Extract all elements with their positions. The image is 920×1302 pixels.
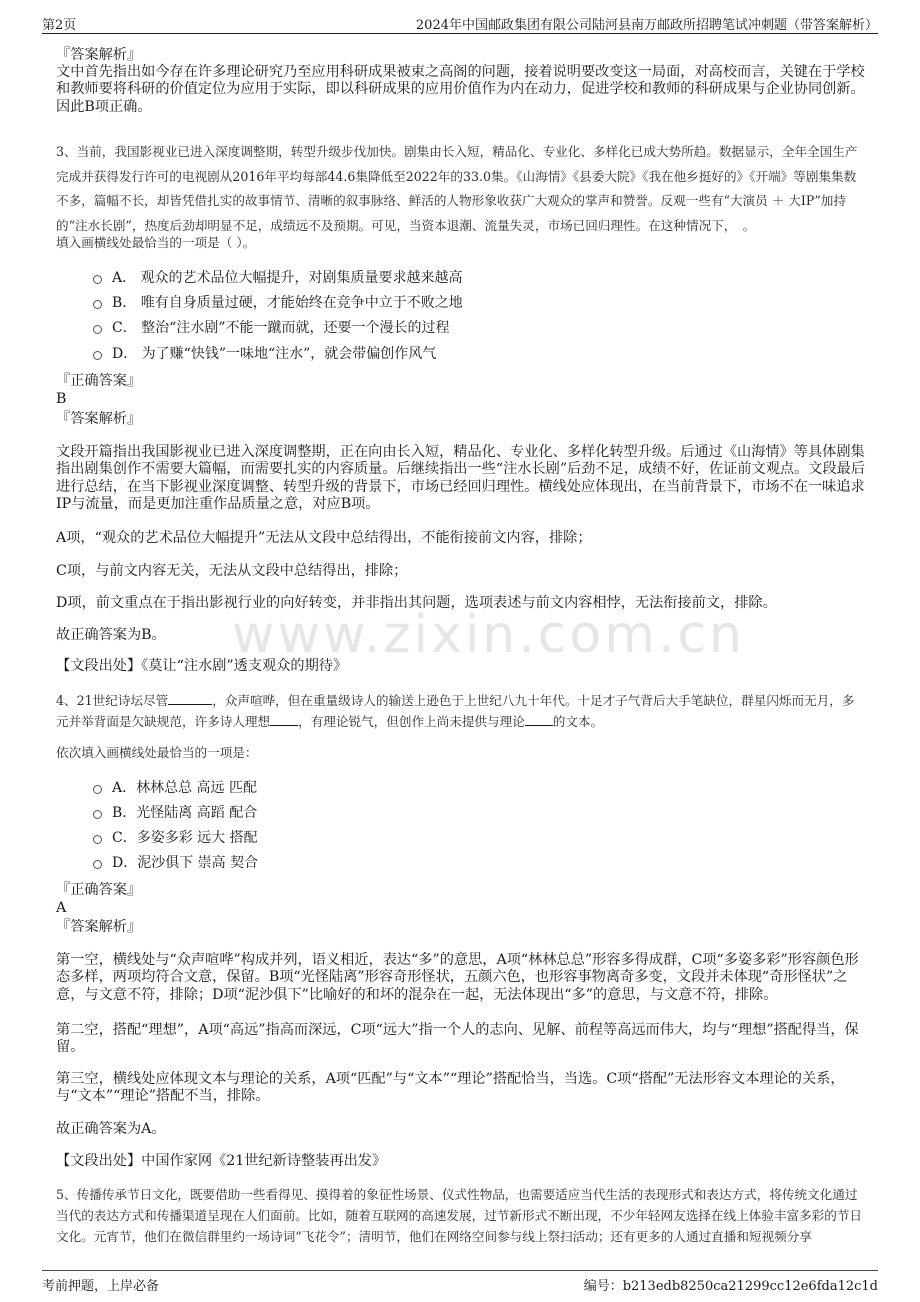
q4-analysis-blank-2: 第二空，搭配“理想”，A项“高远”指高而深远，C项“远大”指一个人的志向、见解、前程等高远而伟大，均与“理想”搭配得当，保留。 xyxy=(56,1022,859,1056)
q3-stem: 3、当前，我国影视业已进入深度调整期，转型升级步伐加快。剧集由长入短，精品化、专业化、多样化已成大势所趋。数据显示，全年全国生产完成并获得发行许可的电视剧从2016年平均每部44.6集降低至2022年的33.0集。《山海情》《县委大院》《我在他乡挺好的》《开端》等剧集集数不多，篇幅不长，却皆凭借扎实的故事情节、清晰的叙事脉络、鲜活的人物形象收获广大观众的掌声和赞誉。反观一些有“大演员 ＋ 大IP”加持的“注水长剧”，热度后劲却明显不足，成绩远不及预期。可见，当资本退潮、流量失灵，市场已回归理性。在这种情况下， 。 xyxy=(56,144,858,233)
q3-option-c[interactable]: C． 整治“注水剧”不能一蹴而就，还要一个漫长的过程 xyxy=(93,319,449,337)
document-id: 编号：b213edb8250ca21299cc12e6fda12c1d xyxy=(583,1279,878,1294)
q3-answer-tag: 『正确答案』 xyxy=(56,373,142,389)
q4-option-a[interactable]: A．林林总总 高远 匹配 xyxy=(93,779,257,797)
radio-icon xyxy=(93,785,102,794)
q4-blank-3 xyxy=(525,725,553,726)
radio-icon xyxy=(93,300,102,309)
q4-analysis-blank-3: 第三空，横线处应体现文本与理论的关系，A项“匹配”与“文本”“理论”搭配恰当，当选。C项“搭配”无法形容文本理论的关系，与“文本”“理论”搭配不当，排除。 xyxy=(56,1071,845,1105)
q4-option-d[interactable]: D．泥沙俱下 崇高 契合 xyxy=(93,854,258,872)
page-footer xyxy=(42,1270,878,1293)
q4-analysis-blank-1: 第一空，横线处与“众声喧哗”构成并列，语义相近，表达“多”的意思，A项“林林总总”形容多得成群，C项“多姿多彩”形容颜色形态多样，两项均符合文意，保留。B项“光怪陆离”形容奇形怪状，五颜六色，也形容事物离奇多变，文段并未体现“奇形怪状”之意，与文意不符，排除；D项“泥沙俱下”比喻好的和坏的混杂在一起，无法体现出“多”的意思，与文意不符，排除。 xyxy=(56,952,859,1003)
q2-analysis-text: 文中首先指出如今存在许多理论研究乃至应用科研成果被束之高阁的问题，接着说明要改变这一局面，对高校而言，关键在于学校和教师要将科研的价值定位为应用于实际，即以科研成果的应用价值作为内在动力，促进学校和教师的科研成果与企业协同创新。因此B项正确。 xyxy=(56,64,865,115)
q4-blank-1 xyxy=(168,704,212,705)
q3-analysis-tag: 『答案解析』 xyxy=(56,411,142,427)
q4-source: 【文段出处】中国作家网《21世纪新诗整装再出发》 xyxy=(56,1153,387,1169)
radio-icon xyxy=(93,835,102,844)
q4-analysis-tag: 『答案解析』 xyxy=(56,919,142,935)
q4-option-c[interactable]: C．多姿多彩 远大 搭配 xyxy=(93,829,258,847)
q3-analysis-a: A项，“观众的艺术品位大幅提升”无法从文段中总结得出，不能衔接前文内容，排除； xyxy=(56,530,592,546)
watermark: www.zixin.com.cn xyxy=(232,605,745,665)
q5-stem: 5、传播传承节日文化，既要借助一些看得见、摸得着的象征性场景、仪式性物品，也需要适应当代生活的表现形式和表达方式，将传统文化通过当代的表达方式和传播渠道呈现在人们面前。比如，随着互联网的高速发展，过节新形式不断出现，不少年轻网友选择在线上体验丰富多彩的节日文化。元宵节，他们在微信群里约一场诗词“飞花令”；清明节，他们在网络空间参与线上祭扫活动；还有更多的人通过直播和短视频分享 xyxy=(56,1187,862,1244)
q3-source: 【文段出处】《莫让“注水剧”透支观众的期待》 xyxy=(56,658,348,674)
q4-prompt: 依次填入画横线处最恰当的一项是： xyxy=(56,745,258,760)
q3-conclusion: 故正确答案为B。 xyxy=(56,627,166,643)
q4-stem: 4、21世纪诗坛尽管 ，众声喧哗，但在重量级诗人的输送上逊色于上世纪八九十年代。十足才子气背后大手笔缺位，群星闪烁而无月，多元并举背面是欠缺规范，许多诗人理想 ，有理论锐气，但创作上尚未提供与理论 的文本。 xyxy=(56,693,855,729)
q3-analysis-c: C项，与前文内容无关，无法从文段中总结得出，排除； xyxy=(56,563,408,579)
page-header xyxy=(42,13,878,34)
q2-analysis-tag: 『答案解析』 xyxy=(56,47,142,63)
radio-icon xyxy=(93,275,102,284)
radio-icon xyxy=(93,810,102,819)
q3-analysis-d: D项，前文重点在于指出影视行业的向好转变，并非指出其问题，选项表述与前文内容相悖，无法衔接前文，排除。 xyxy=(56,595,777,611)
footer-slogan: 考前押题，上岸必备 xyxy=(42,1279,160,1294)
document-title: 2024年中国邮政集团有限公司陆河县南万邮政所招聘笔试冲刺题（带答案解析） xyxy=(415,18,878,33)
q3-option-a[interactable]: A． 观众的艺术品位大幅提升，对剧集质量要求越来越高 xyxy=(93,269,463,287)
q4-blank-2 xyxy=(270,725,298,726)
q3-option-d[interactable]: D． 为了赚“快钱”一味地“注水”，就会带偏创作风气 xyxy=(93,345,436,363)
q4-answer: A xyxy=(56,900,67,916)
q3-option-b[interactable]: B． 唯有自身质量过硬，才能始终在竞争中立于不败之地 xyxy=(93,294,463,312)
radio-icon xyxy=(93,325,102,334)
q3-answer: B xyxy=(56,391,67,407)
radio-icon xyxy=(93,860,102,869)
radio-icon xyxy=(93,351,102,360)
q4-answer-tag: 『正确答案』 xyxy=(56,882,142,898)
q3-prompt: 填入画横线处最恰当的一项是（ ）。 xyxy=(56,235,256,250)
q4-conclusion: 故正确答案为A。 xyxy=(56,1121,166,1137)
page-number: 第2页 xyxy=(42,18,77,33)
q3-analysis-paragraph: 文段开篇指出我国影视业已进入深度调整期，正在向由长入短，精品化、专业化、多样化转型升级。后通过《山海情》等具体剧集指出剧集创作不需要大篇幅，而需要扎实的内容质量。后继续指出一些“注水长剧”后劲不足，成绩不好，佐证前文观点。文段最后进行总结，在当下影视业深度调整、转型升级的背景下，市场已经回归理性。横线处应体现出，在当前背景下，市场不在一味追求IP与流量，而是更加注重作品质量之意，对应B项。 xyxy=(56,444,866,512)
q4-option-b[interactable]: B．光怪陆离 高蹈 配合 xyxy=(93,804,257,822)
